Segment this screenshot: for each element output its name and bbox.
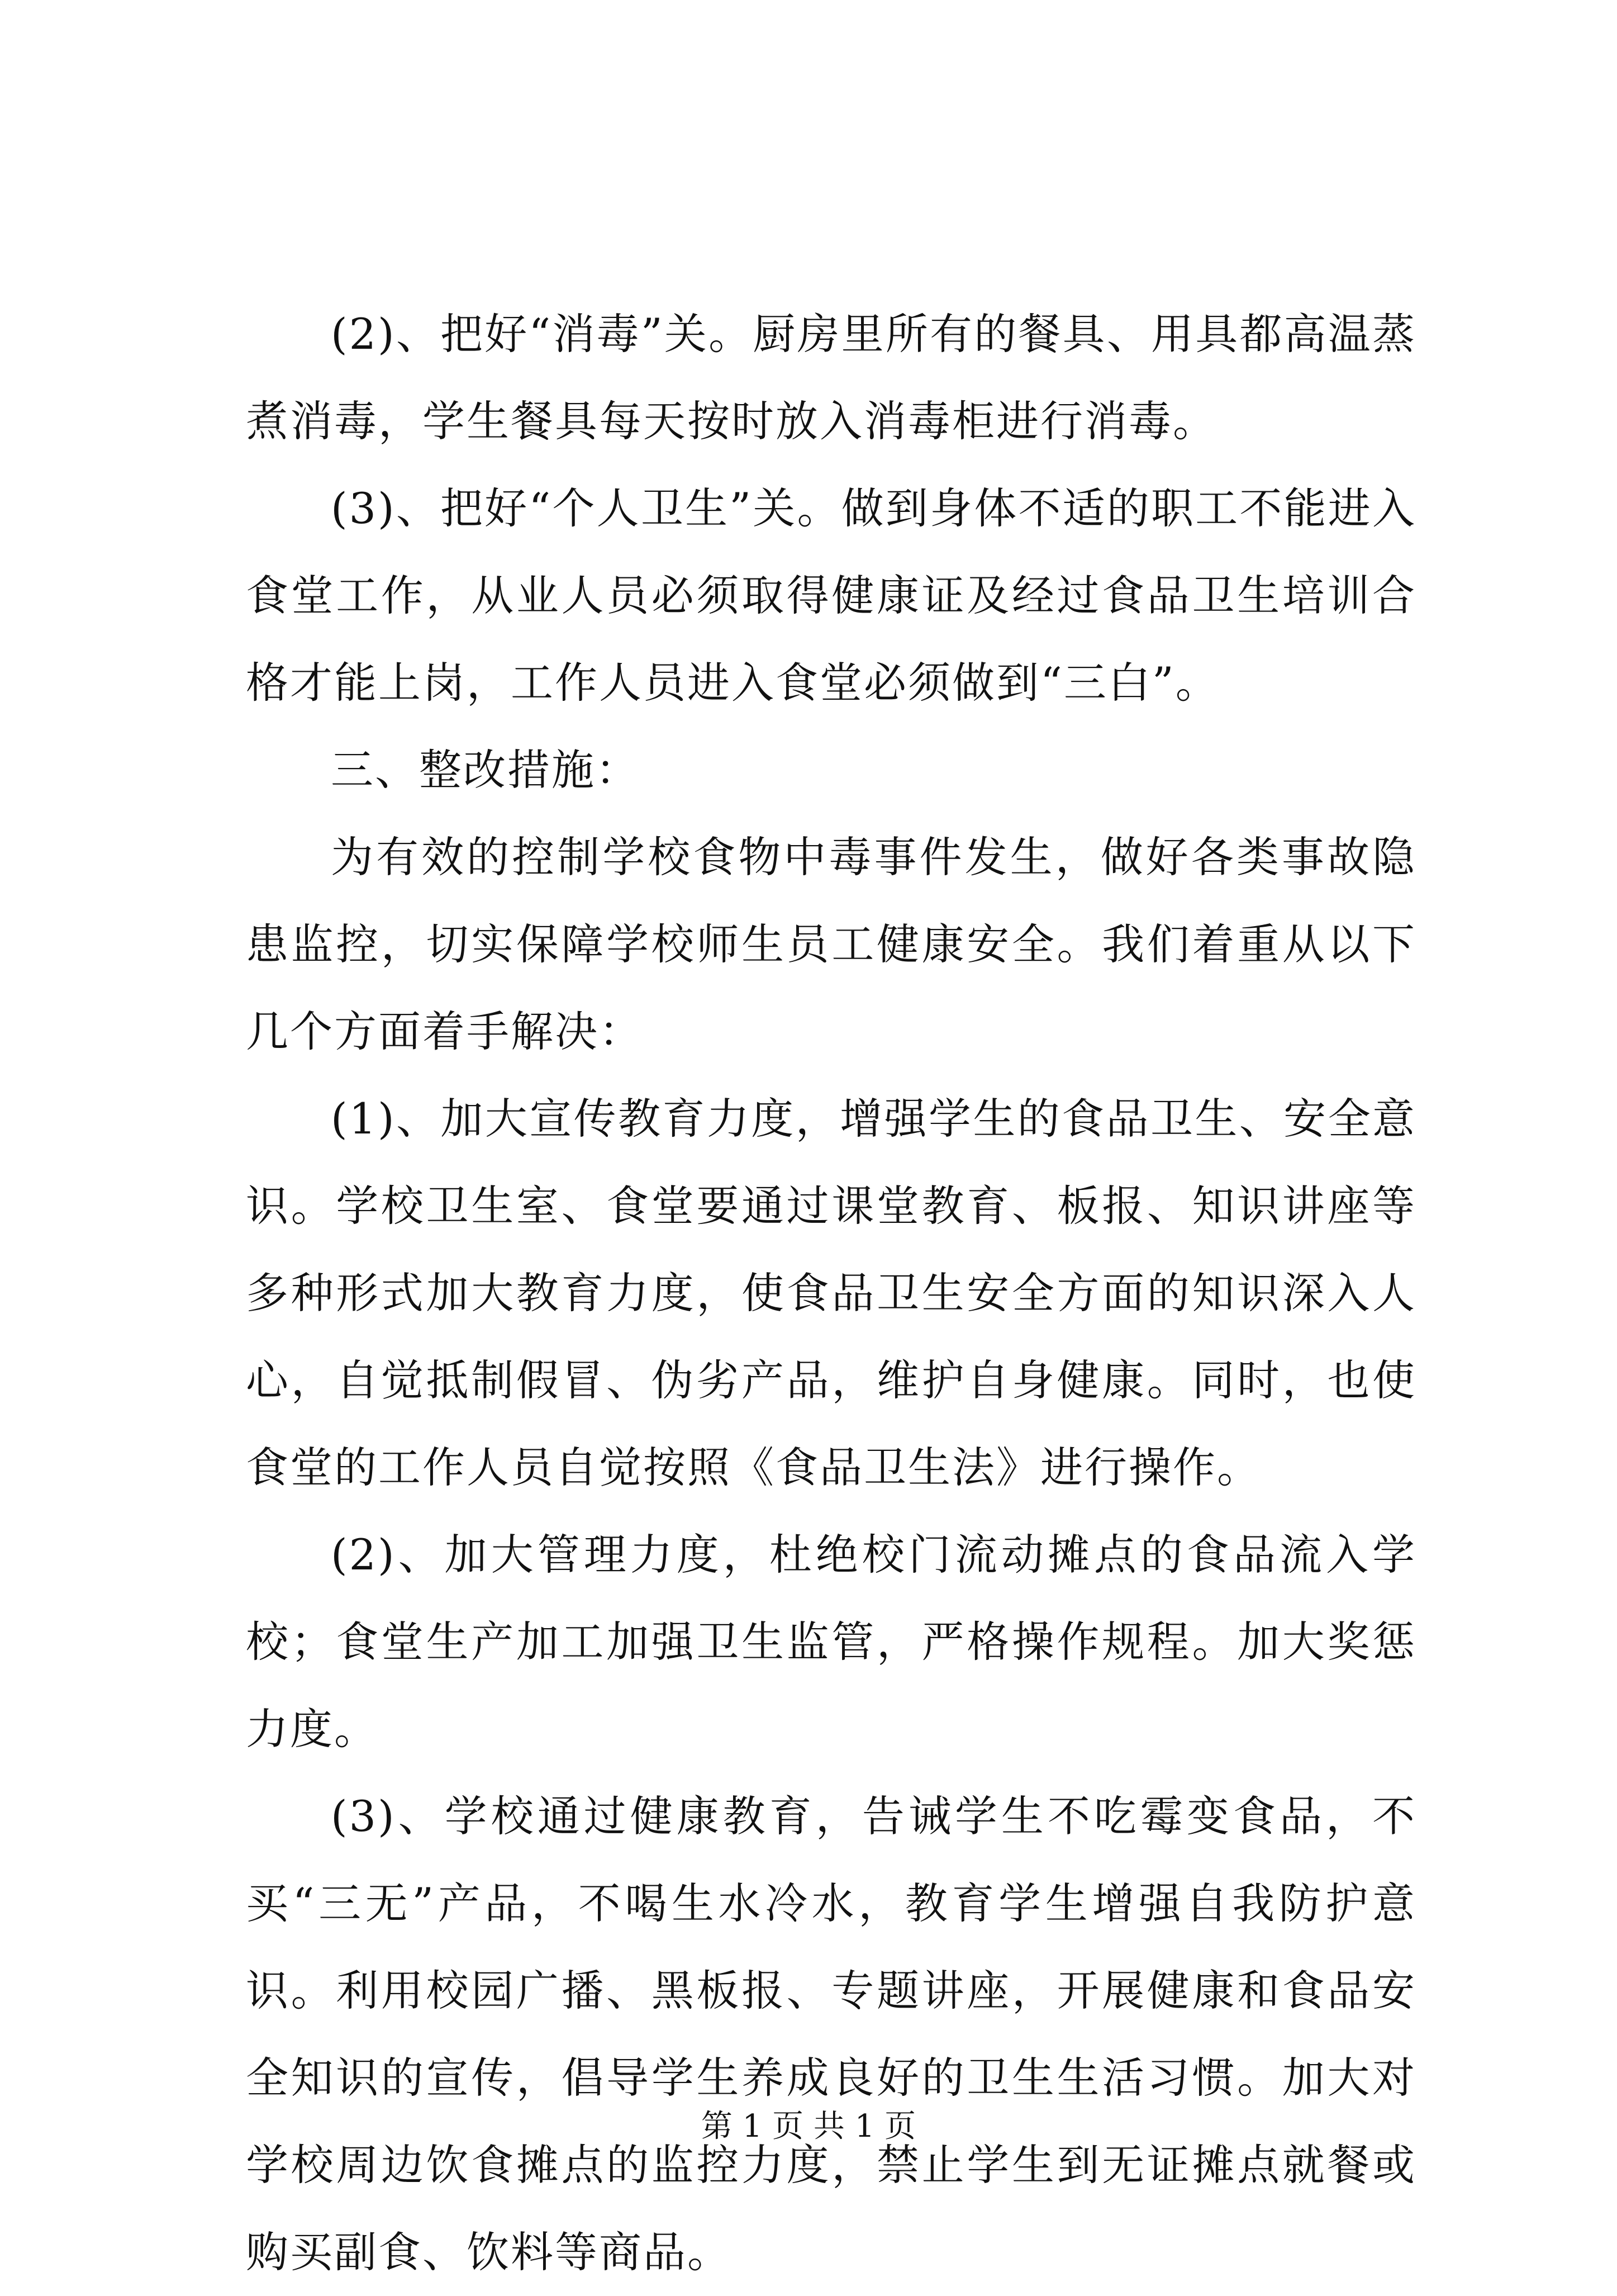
paragraph-measure-3: (3)、学校通过健康教育，告诫学生不吃霉变食品，不买“三无”产品，不喝生水冷水，教育学生增强自我防护意识。利用校园广播、黑板报、专题讲座，开展健康和食品安全知识的宣传，倡导学生养成良好的卫生生活习惯。加大对学校周边饮食摊点的监控力度，禁止学生到无证摊点就餐或购买副食、饮料等商品。 <box>246 1791 1416 2277</box>
paragraph-personal-hygiene: (3)、把好“个人卫生”关。做到身体不适的职工不能进入食堂工作，从业人员必须取得健康证及经过食品卫生培训合格才能上岗，工作人员进入食堂必须做到“三白”。 <box>246 483 1416 708</box>
document-body <box>246 291 1416 2296</box>
paragraph-measure-2: (2)、加大管理力度，杜绝校门流动摊点的食品流入学校；食堂生产加工加强卫生监管，严格操作规程。加大奖惩力度。 <box>246 1530 1416 1754</box>
section-heading-measures: 三、整改措施： <box>331 745 640 795</box>
paragraph-disinfection: (2)、把好“消毒”关。厨房里所有的餐具、用具都高温蒸煮消毒，学生餐具每天按时放入消毒柜进行消毒。 <box>246 309 1416 446</box>
paragraph-measure-1: (1)、加大宣传教育力度，增强学生的食品卫生、安全意识。学校卫生室、食堂要通过课堂教育、板报、知识讲座等多种形式加大教育力度，使食品卫生安全方面的知识深入人心，自觉抵制假冒、伪劣产品，维护自身健康。同时，也使食堂的工作人员自觉按照《食品卫生法》进行操作。 <box>246 1094 1416 1492</box>
paragraph-measures-intro: 为有效的控制学校食物中毒事件发生，做好各类事故隐患监控，切实保障学校师生员工健康安全。我们着重从以下几个方面着手解决： <box>246 832 1416 1056</box>
page-footer: 第 1 页 共 1 页 <box>701 2108 916 2145</box>
